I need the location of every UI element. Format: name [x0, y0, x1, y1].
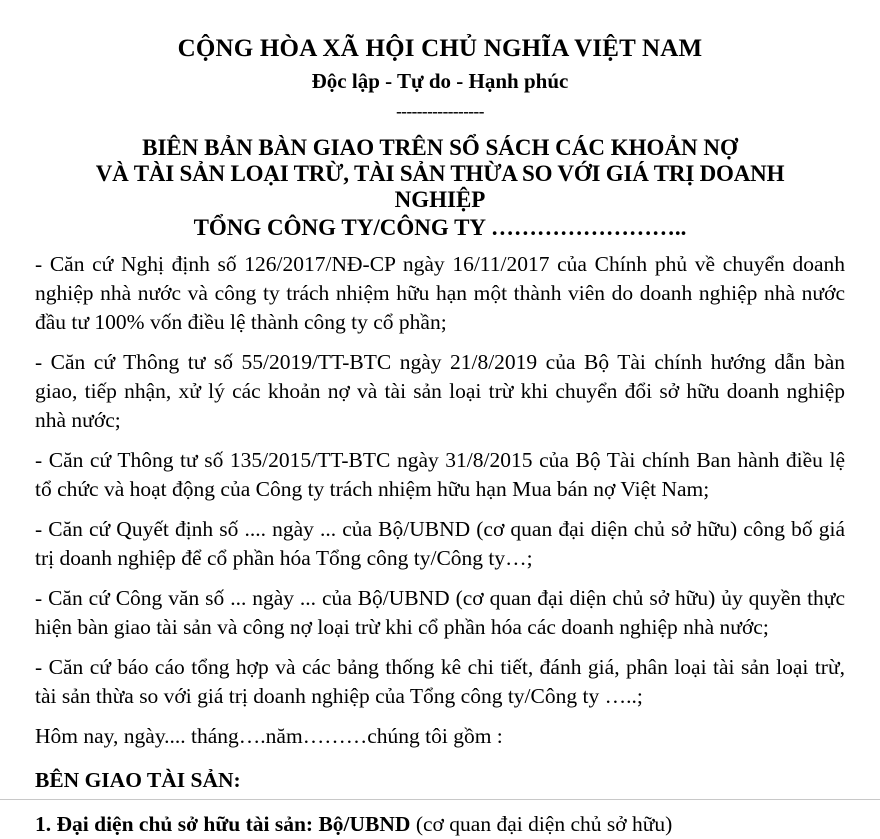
legal-basis-paragraph: - Căn cứ Nghị định số 126/2017/NĐ-CP ngày 16/11/2017 của Chính phủ về chuyển doanh nghiệp nhà nước và công ty trách nhiệm hữu hạn một thành viên do doanh nghiệp nhà nước đầu tư 100% vốn điều lệ thành công ty cổ phần; [35, 252, 845, 334]
document-title [35, 135, 845, 241]
legal-basis-paragraph: - Căn cứ Thông tư số 135/2015/TT-BTC ngày 31/8/2015 của Bộ Tài chính Ban hành điều lệ tổ chức và hoạt động của Công ty trách nhiệm hữu hạn Mua bán nợ Việt Nam; [35, 448, 845, 501]
national-motto: Độc lập - Tự do - Hạnh phúc [311, 69, 569, 93]
legal-basis-paragraph: - Căn cứ Quyết định số .... ngày ... của Bộ/UBND (cơ quan đại diện chủ sở hữu) công bố giá trị doanh nghiệp để cổ phần hóa Tổng công ty/Công ty…; [35, 517, 845, 570]
header-separator: ----------------- [396, 102, 484, 121]
date-line: Hôm nay, ngày.... tháng….năm………chúng tôi gồm : [35, 724, 503, 748]
title-organization-line: TỔNG CÔNG TY/CÔNG TY …………………….. [193, 215, 687, 240]
section-heading-transferor: BÊN GIAO TÀI SẢN: [35, 768, 241, 792]
legal-basis-paragraph: - Căn cứ báo cáo tổng hợp và các bảng thống kê chi tiết, đánh giá, phân loại tài sản loại trừ, tài sản thừa so với giá trị doanh nghiệp của Tổng công ty/Công ty …..; [35, 655, 845, 708]
owner-representative-line [35, 810, 845, 839]
title-line-1: BIÊN BẢN BÀN GIAO TRÊN SỔ SÁCH CÁC KHOẢN NỢ [142, 135, 738, 160]
document-body [35, 250, 845, 839]
legal-basis-paragraph: - Căn cứ Công văn số ... ngày ... của Bộ/UBND (cơ quan đại diện chủ sở hữu) ủy quyền thực hiện bàn giao tài sản và công nợ loại trừ khi cổ phần hóa các doanh nghiệp nhà nước; [35, 586, 845, 639]
national-name: CỘNG HÒA XÃ HỘI CHỦ NGHĨA VIỆT NAM [177, 35, 703, 62]
title-line-3: NGHIỆP [394, 187, 486, 212]
national-header [35, 0, 845, 122]
owner-representative-label: 1. Đại diện chủ sở hữu tài sản: Bộ/UBND [35, 812, 411, 836]
legal-basis-paragraph: - Căn cứ Thông tư số 55/2019/TT-BTC ngày 21/8/2019 của Bộ Tài chính hướng dẫn bàn giao, tiếp nhận, xử lý các khoản nợ và tài sản loại trừ khi chuyển đổi sở hữu doanh nghiệp nhà nước; [35, 350, 845, 432]
title-line-2: VÀ TÀI SẢN LOẠI TRỪ, TÀI SẢN THỪA SO VỚI GIÁ TRỊ DOANH [95, 161, 785, 186]
owner-representative-note: (cơ quan đại diện chủ sở hữu) [410, 812, 673, 836]
